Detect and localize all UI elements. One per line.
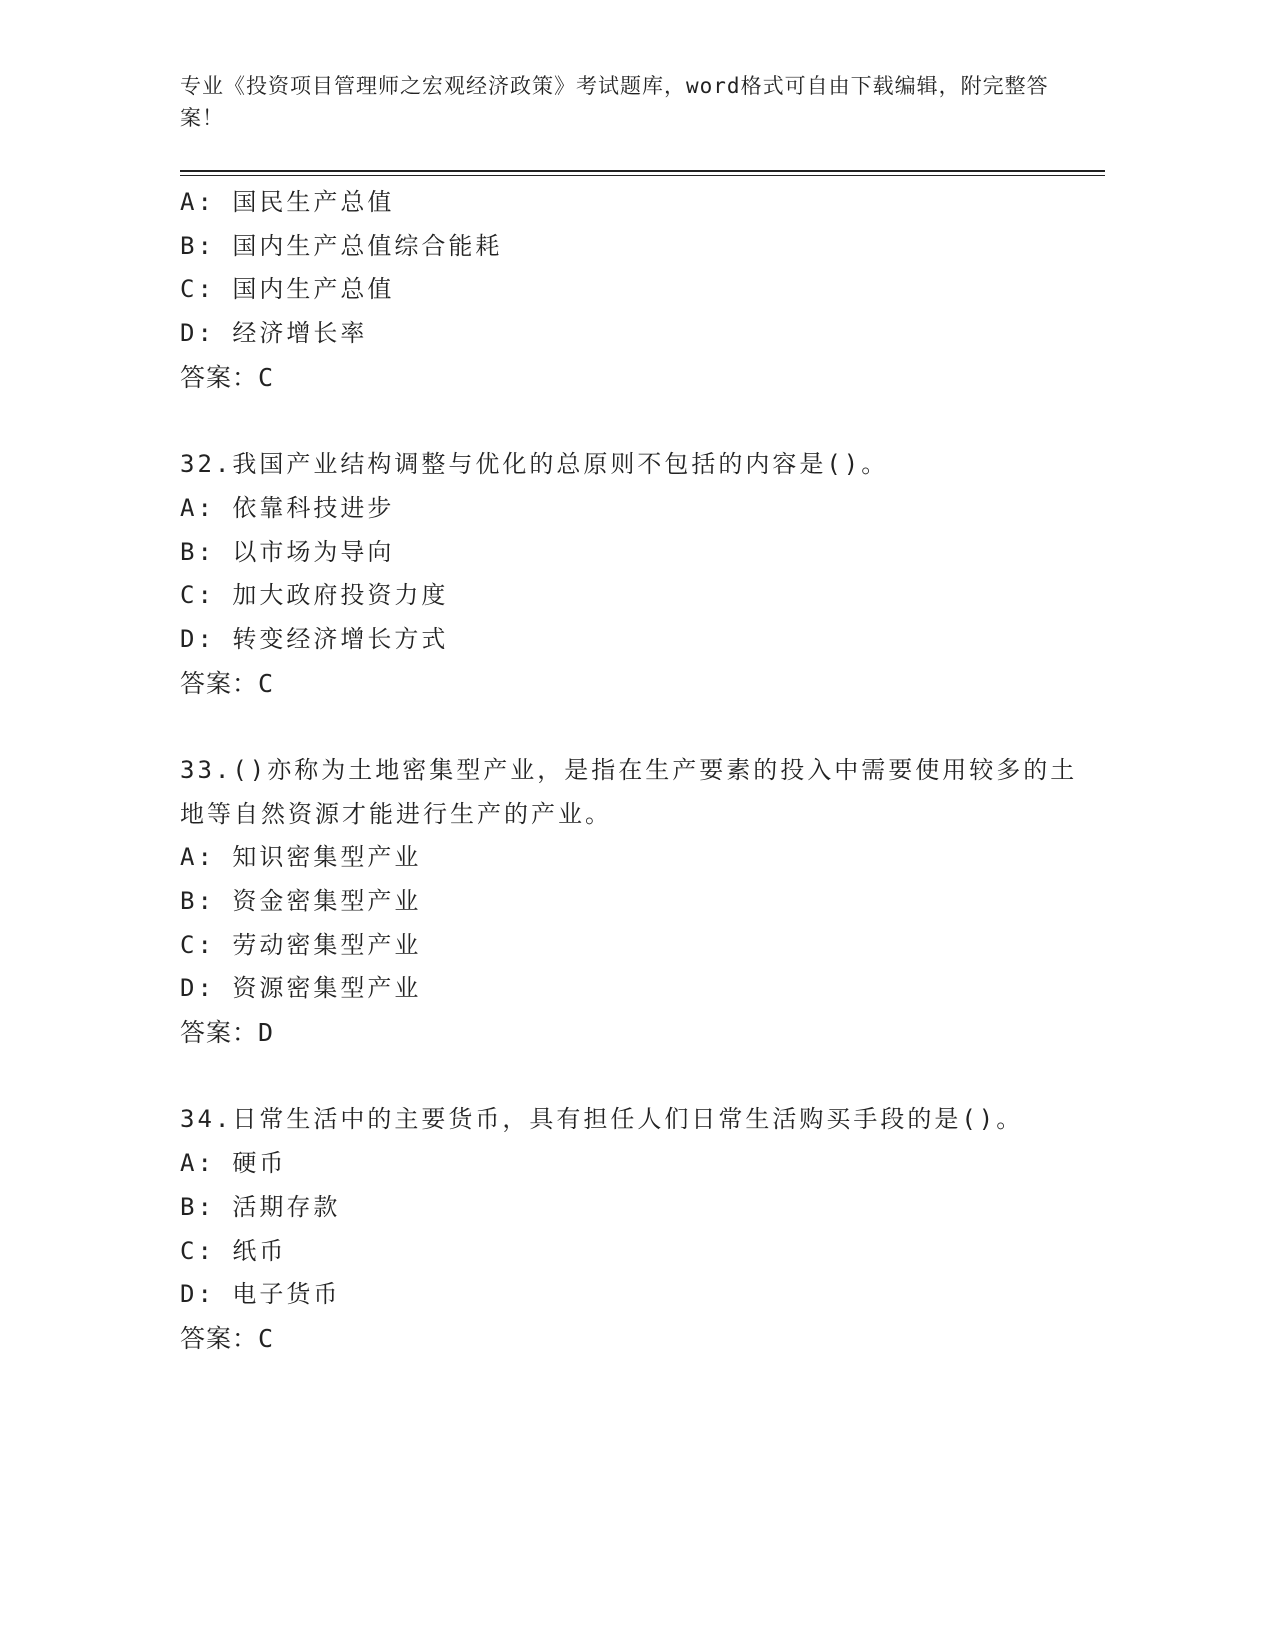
option-text: 硬币 [232, 1149, 287, 1178]
question-number: 32. [180, 450, 233, 479]
option-d [180, 312, 1080, 356]
option-a [180, 487, 1080, 531]
spacer [180, 399, 1080, 443]
answer-line [180, 1317, 1080, 1361]
option-b [180, 531, 1080, 575]
option-b [180, 1186, 1080, 1230]
option-text: 资金密集型产业 [232, 887, 422, 916]
question-text [180, 1098, 1080, 1142]
answer-value: D [258, 1018, 275, 1048]
question-number: 33. [180, 755, 233, 784]
option-text: 资源密集型产业 [232, 974, 422, 1003]
option-text: 经济增长率 [232, 319, 368, 348]
answer-value: C [258, 362, 275, 392]
option-text: 劳动密集型产业 [232, 930, 422, 959]
option-a [180, 181, 1080, 225]
option-letter: B: [180, 1192, 215, 1221]
question-list [180, 181, 1080, 1361]
answer-line [180, 356, 1080, 400]
option-c [180, 268, 1080, 312]
option-text: 电子货币 [232, 1280, 341, 1309]
question-block-33 [180, 749, 1080, 1055]
answer-label: 答案： [180, 668, 259, 698]
option-letter: C: [180, 930, 215, 959]
option-text: 转变经济增长方式 [232, 624, 449, 653]
option-letter: C: [180, 581, 215, 610]
question-body: ()亦称为土地密集型产业，是指在生产要素的投入中需要使用较多的土地等自然资源才能进行生产的产业。 [180, 755, 1078, 828]
option-letter: A: [180, 1149, 215, 1178]
option-letter: B: [180, 231, 215, 260]
option-letter: A: [180, 493, 215, 522]
question-body: 我国产业结构调整与优化的总原则不包括的内容是()。 [232, 450, 889, 479]
option-text: 依靠科技进步 [232, 493, 395, 522]
option-letter: D: [180, 319, 215, 348]
option-text: 国民生产总值 [232, 188, 395, 216]
option-d [180, 618, 1080, 662]
option-text: 活期存款 [232, 1192, 341, 1221]
document-header [180, 70, 1060, 134]
answer-line [180, 662, 1080, 706]
answer-label: 答案： [180, 1018, 259, 1048]
option-text: 知识密集型产业 [232, 843, 422, 872]
spacer [180, 705, 1080, 749]
option-text: 加大政府投资力度 [232, 581, 449, 610]
question-text [180, 749, 1080, 836]
answer-label: 答案： [180, 362, 259, 392]
option-b [180, 225, 1080, 269]
header-text: 专业《投资项目管理师之宏观经济政策》考试题库，word格式可自由下载编辑，附完整答案！ [180, 74, 1049, 130]
option-text: 以市场为导向 [232, 537, 395, 566]
answer-value: C [258, 1323, 275, 1353]
option-letter: B: [180, 887, 215, 916]
option-c [180, 1230, 1080, 1274]
option-letter: C: [180, 1236, 215, 1265]
option-letter: D: [180, 1280, 215, 1309]
question-body: 日常生活中的主要货币，具有担任人们日常生活购买手段的是()。 [232, 1105, 1024, 1134]
question-number: 34. [180, 1105, 233, 1134]
question-block-34 [180, 1098, 1080, 1360]
question-block-partial [180, 181, 1080, 399]
option-a [180, 836, 1080, 880]
option-letter: B: [180, 537, 215, 566]
option-c [180, 574, 1080, 618]
option-letter: A: [180, 843, 215, 872]
answer-label: 答案： [180, 1323, 259, 1353]
option-text: 纸币 [232, 1236, 287, 1265]
header-divider-thick [180, 170, 1105, 172]
option-c [180, 924, 1080, 968]
spacer [180, 1055, 1080, 1099]
option-letter: A: [180, 188, 215, 216]
option-b [180, 880, 1080, 924]
question-block-32 [180, 443, 1080, 705]
header-divider-thin [180, 175, 1105, 176]
option-text: 国内生产总值综合能耗 [232, 231, 503, 260]
option-text: 国内生产总值 [232, 275, 395, 304]
answer-line [180, 1011, 1080, 1055]
answer-value: C [258, 668, 275, 698]
question-text [180, 443, 1080, 487]
option-d [180, 967, 1080, 1011]
option-letter: D: [180, 624, 215, 653]
option-letter: C: [180, 275, 215, 304]
option-letter: D: [180, 974, 215, 1003]
option-a [180, 1142, 1080, 1186]
option-d [180, 1273, 1080, 1317]
